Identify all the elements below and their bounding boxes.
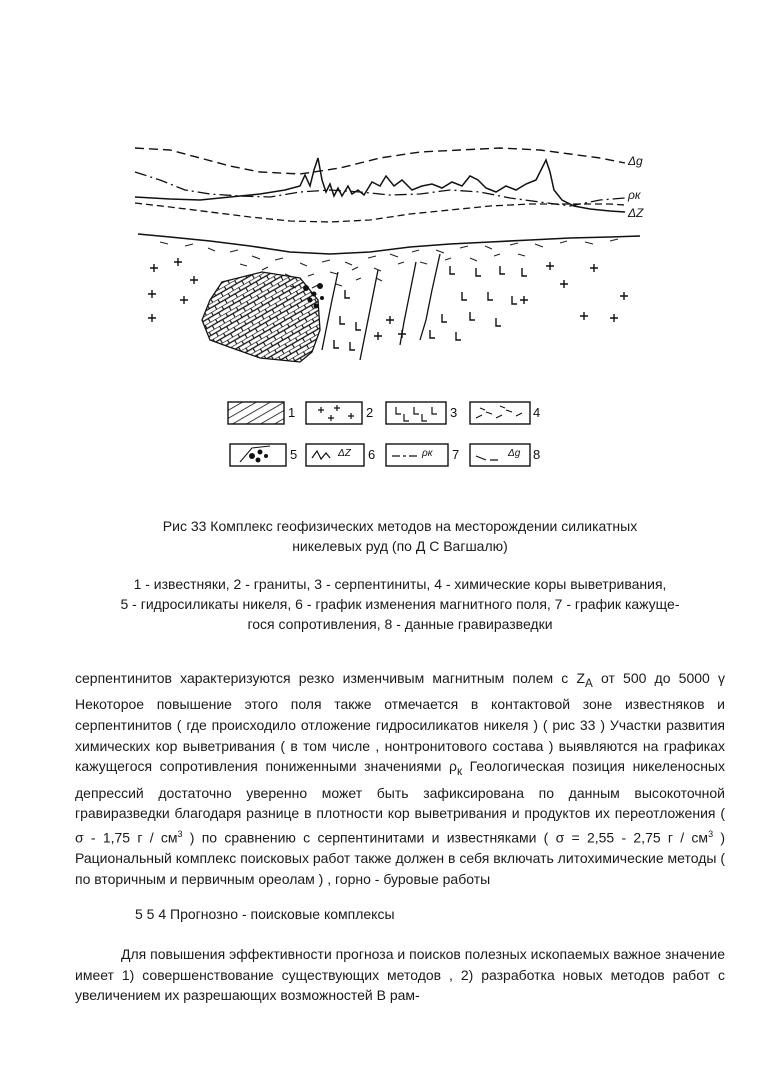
serpentinite-marks [334,266,527,350]
figure-33 [0,0,779,500]
legend-num-6: 6 [368,447,376,462]
legend-num-3: 3 [450,405,458,420]
caption-line-1: Рис 33 Комплекс геофизических методов на месторождении силикатных [162,518,638,534]
legend-box-2 [306,402,362,424]
legend-tag-6: ΔZ [338,448,351,459]
curve-tag-rho: ρк [628,188,641,202]
legend-tag-7: ρк [422,448,433,459]
p1-text-b: от 500 до 5000 γ Некоторое повышение этого поля также отмечается в контактовой зоне известняков и серпентинитов ( где происходило отложение гидросиликатов никеля ) ( рис 33 ) Участки развития химических кор выветривания ( в том числе , нонтронитового состава ) выявляются на графиках кажущегося сопротивления пониженными значениями ρ [75,670,725,775]
section-heading: 5 5 4 Прогнозно - поисковые комплексы [135,906,395,922]
legend-num-8: 8 [533,447,541,462]
paragraph-1 [75,668,725,889]
figure-caption [80,516,720,556]
p1-sup-c: 3 [177,828,183,839]
limestone-body [202,272,320,362]
legend-boxes [228,402,530,466]
legend-num-2: 2 [366,405,374,420]
p1-text-c: Геологическая позиция никеленосных депрессий достаточно уверенно может быть зафиксирована по данным высокоточной гравиразведки благодаря разнице в плотности кор выветривания и продуктов их переотложения ( σ - 1,75 г / см [75,758,725,846]
p1-text-d: ) по сравнению с серпентинитами и известняками ( σ = 2,55 - 2,75 г / см [182,829,709,846]
geological-section-drawing [0,0,779,500]
legend-num-1: 1 [288,405,296,420]
ground-surface [138,234,640,254]
p1-text-a: серпентинитов характеризуются резко изменчивым магнитным полем с Z [75,670,586,686]
paragraph-2: Для повышения эффективности прогноза и поисков полезных ископаемых важное значение имеет 1) совершенствование существующих методов , 2) разработка новых методов работ с увеличением их разрешающих возможностей В рам- [75,946,725,1004]
legend-num-7: 7 [452,447,460,462]
legend-box-1 [228,402,284,424]
legend-box-7 [386,444,448,466]
figure-legend-text [60,574,740,634]
p1-sub-a: A [585,676,593,690]
curve-tag-z: ΔZ [628,206,644,220]
curve-tag-g: Δg [628,154,643,168]
p1-sup-d: 3 [708,828,714,839]
legend-tag-8: Δg [508,448,521,459]
legend-line-2: 5 - гидросиликаты никеля, 6 - график изменения магнитного поля, 7 - график кажуще- [120,596,680,612]
gravity-curve [135,148,625,174]
p1-sub-b: к [456,764,463,778]
legend-num-5: 5 [290,447,298,462]
legend-line-3: гося сопротивления, 8 - данные гравиразведки [247,616,553,632]
legend-num-4: 4 [533,405,541,420]
p1-text-e: ) Рациональный комплекс поисковых работ также должен в себя включать литохимические методы ( по вторичным и первичным ореолам ) , горно - буровые работы [75,829,726,887]
legend-box-3 [386,402,446,424]
legend-line-1: 1 - известняки, 2 - граниты, 3 - серпентиниты, 4 - химические коры выветривания, [133,576,667,592]
caption-line-2: никелевых руд (по Д С Вагшалю) [292,538,508,554]
legend-box-8 [470,444,530,466]
